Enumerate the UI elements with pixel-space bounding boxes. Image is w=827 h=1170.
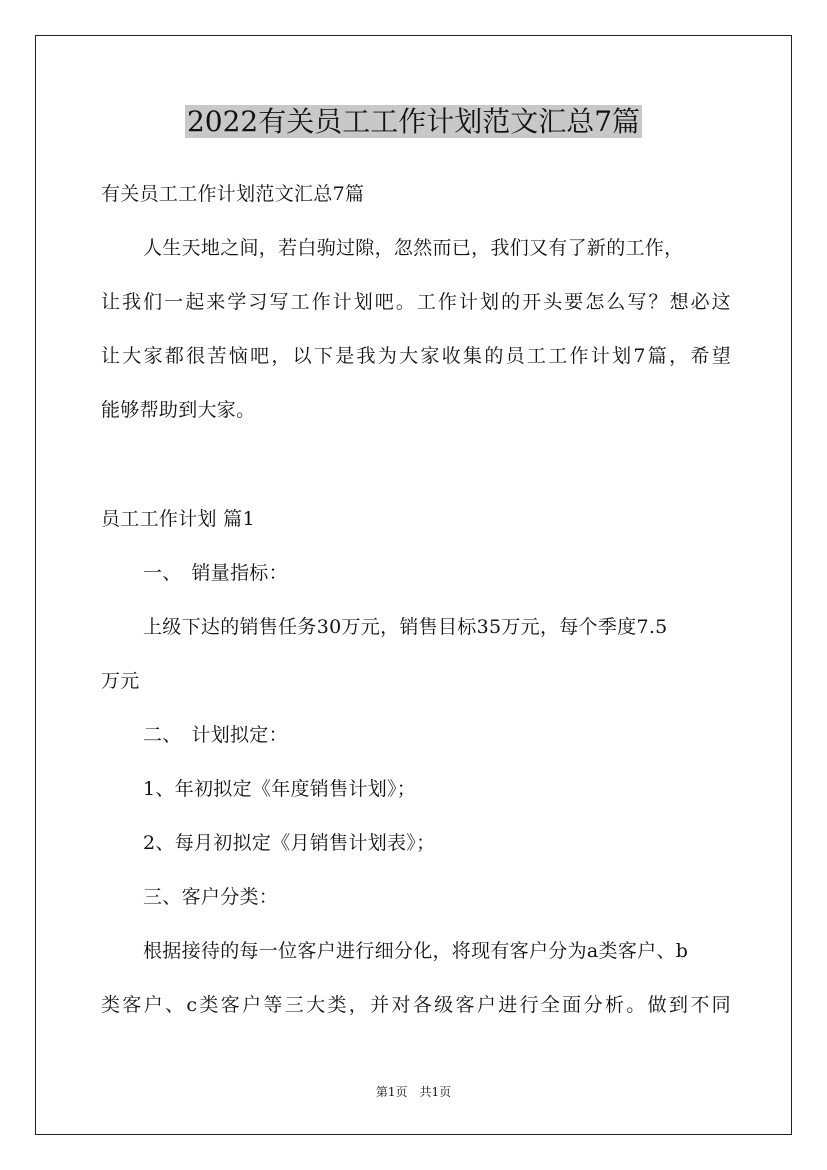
item2-heading: 二、 计划拟定： [143, 724, 288, 746]
item3-line-2: 类客户、c类客户等三大类，并对各级客户进行全面分析。做到不同 [101, 994, 731, 1016]
page-footer: 第1页 共1页 [375, 1085, 452, 1099]
item1-heading: 一、 销量指标： [143, 562, 288, 584]
intro-line-2: 让我们一起来学习写工作计划吧。工作计划的开头要怎么写？想必这 [101, 291, 731, 313]
item1-line-1: 上级下达的销售任务30万元，销售目标35万元，每个季度7.5 [143, 616, 668, 638]
item3-heading: 三、客户分类： [143, 886, 279, 908]
item3-line-1: 根据接待的每一位客户进行细分化，将现有客户分为a类客户、b [143, 940, 689, 962]
intro-line-3: 让大家都很苦恼吧，以下是我为大家收集的员工工作计划7篇，希望 [101, 345, 731, 367]
item1-line-2: 万元 [101, 670, 140, 692]
document-title-text: 2022有关员工工作计划范文汇总7篇 [186, 105, 641, 138]
section-heading: 员工工作计划 篇1 [101, 508, 255, 530]
intro-line-4: 能够帮助到大家。 [101, 399, 256, 421]
item2-line-2: 2、每月初拟定《月销售计划表》； [143, 832, 436, 854]
document-subtitle: 有关员工工作计划范文汇总7篇 [101, 183, 365, 205]
document-title [0, 102, 827, 142]
intro-line-1: 人生天地之间，若白驹过隙，忽然而已，我们又有了新的工作， [143, 237, 684, 259]
item2-line-1: 1、年初拟定《年度销售计划》； [143, 778, 417, 800]
